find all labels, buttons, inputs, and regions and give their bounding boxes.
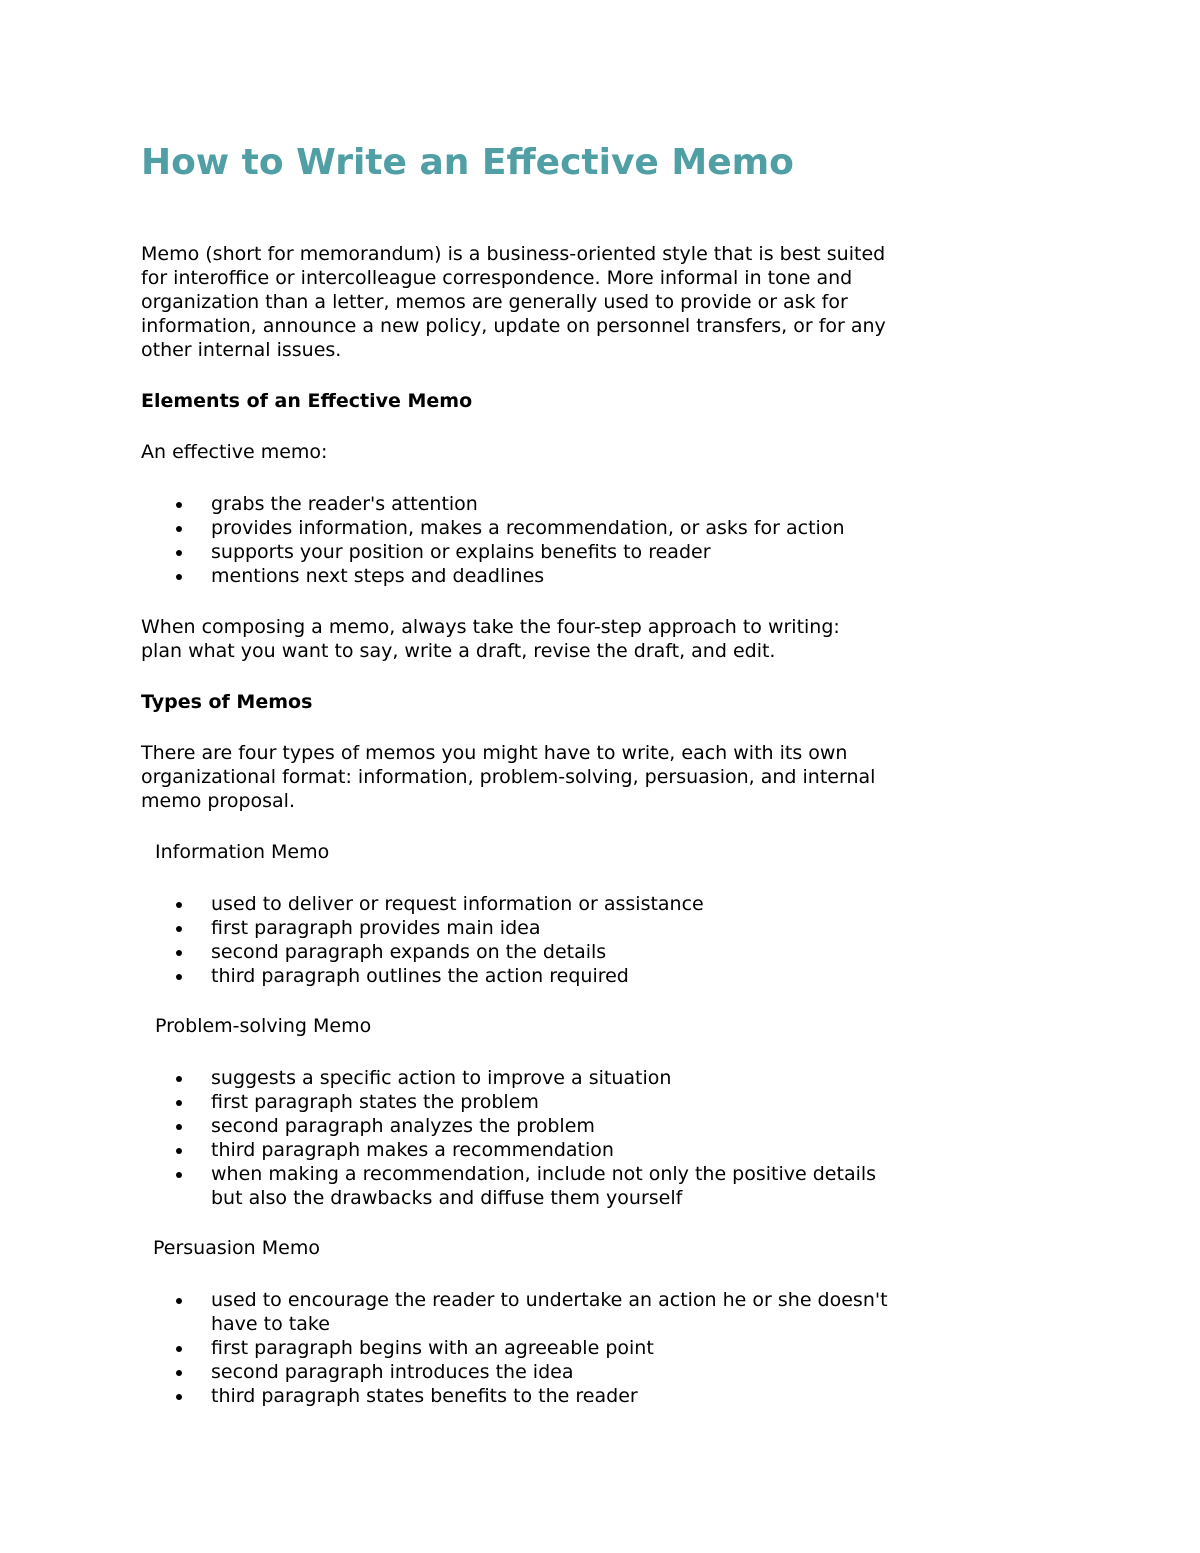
list-item [141,916,704,940]
list-item-text: second paragraph introduces the idea [211,1361,574,1383]
problem-solving-memo-label: Problem-solving Memo [155,1015,372,1037]
list-item-line: when making a recommendation, include not only the positive details [211,1163,877,1185]
list-item [141,1090,876,1114]
list-item [141,940,704,964]
list-item-text: first paragraph states the problem [211,1091,539,1113]
information-memo-label: Information Memo [155,841,330,863]
types-intro-line: organizational format: information, problem-solving, persuasion, and internal [141,766,876,788]
list-item-text: second paragraph analyzes the problem [211,1115,595,1137]
types-heading: Types of Memos [141,691,313,713]
list-item [141,540,845,564]
list-item-text: first paragraph provides main idea [211,917,541,939]
intro-line: for interoffice or intercolleague correspondence. More informal in tone and [141,267,853,289]
list-item [141,1384,888,1408]
list-item-text: supports your position or explains benefits to reader [211,541,711,563]
list-item-text: third paragraph states benefits to the reader [211,1385,638,1407]
list-item-text: third paragraph outlines the action required [211,965,629,987]
intro-line: Memo (short for memorandum) is a business-oriented style that is best suited [141,243,886,265]
effective-memo-lead: An effective memo: [141,441,328,463]
list-item [141,1360,888,1384]
list-item [141,964,704,988]
list-item [141,1336,888,1360]
list-item [141,1138,876,1162]
list-item [141,564,845,588]
persuasion-memo-list [141,1288,888,1408]
persuasion-memo-label: Persuasion Memo [153,1237,320,1259]
bullet-icon [176,574,182,580]
list-item [141,892,704,916]
list-item [141,492,845,516]
list-item-text: mentions next steps and deadlines [211,565,545,587]
effective-memo-list [141,492,845,588]
bullet-icon [176,550,182,556]
types-intro-line: memo proposal. [141,790,295,812]
bullet-icon [176,526,182,532]
list-item-text: provides information, makes a recommendation, or asks for action [211,517,845,539]
bullet-icon [176,1394,182,1400]
elements-heading: Elements of an Effective Memo [141,390,473,412]
bullet-icon [176,1100,182,1106]
list-item-text: first paragraph begins with an agreeable point [211,1337,654,1359]
information-memo-list [141,892,704,988]
list-item-line: have to take [211,1313,330,1335]
page-title: How to Write an Effective Memo [141,142,794,183]
list-item [141,1066,876,1090]
bullet-icon [176,1346,182,1352]
types-intro-line: There are four types of memos you might have to write, each with its own [141,742,848,764]
list-item [141,1288,888,1336]
bullet-icon [176,1172,182,1178]
bullet-icon [176,1148,182,1154]
bullet-icon [176,1298,182,1304]
bullet-icon [176,950,182,956]
list-item-text: suggests a specific action to improve a situation [211,1067,672,1089]
intro-line: other internal issues. [141,339,342,361]
composing-paragraph [141,615,840,663]
list-item-text: third paragraph makes a recommendation [211,1139,614,1161]
bullet-icon [176,926,182,932]
bullet-icon [176,902,182,908]
types-intro-paragraph [141,741,875,813]
bullet-icon [176,1076,182,1082]
bullet-icon [176,1124,182,1130]
list-item [141,516,845,540]
bullet-icon [176,502,182,508]
list-item-line: but also the drawbacks and diffuse them yourself [211,1187,683,1209]
list-item [141,1162,876,1210]
intro-line: organization than a letter, memos are generally used to provide or ask for [141,291,848,313]
problem-solving-memo-list [141,1066,876,1210]
list-item-text: grabs the reader's attention [211,493,478,515]
list-item [141,1114,876,1138]
list-item-text: used to deliver or request information or assistance [211,893,704,915]
bullet-icon [176,1370,182,1376]
list-item-line: used to encourage the reader to undertake an action he or she doesn't [211,1289,888,1311]
bullet-icon [176,974,182,980]
intro-line: information, announce a new policy, update on personnel transfers, or for any [141,315,886,337]
composing-line: plan what you want to say, write a draft, revise the draft, and edit. [141,640,776,662]
composing-line: When composing a memo, always take the four-step approach to writing: [141,616,840,638]
intro-paragraph [141,242,886,362]
list-item-text: second paragraph expands on the details [211,941,607,963]
